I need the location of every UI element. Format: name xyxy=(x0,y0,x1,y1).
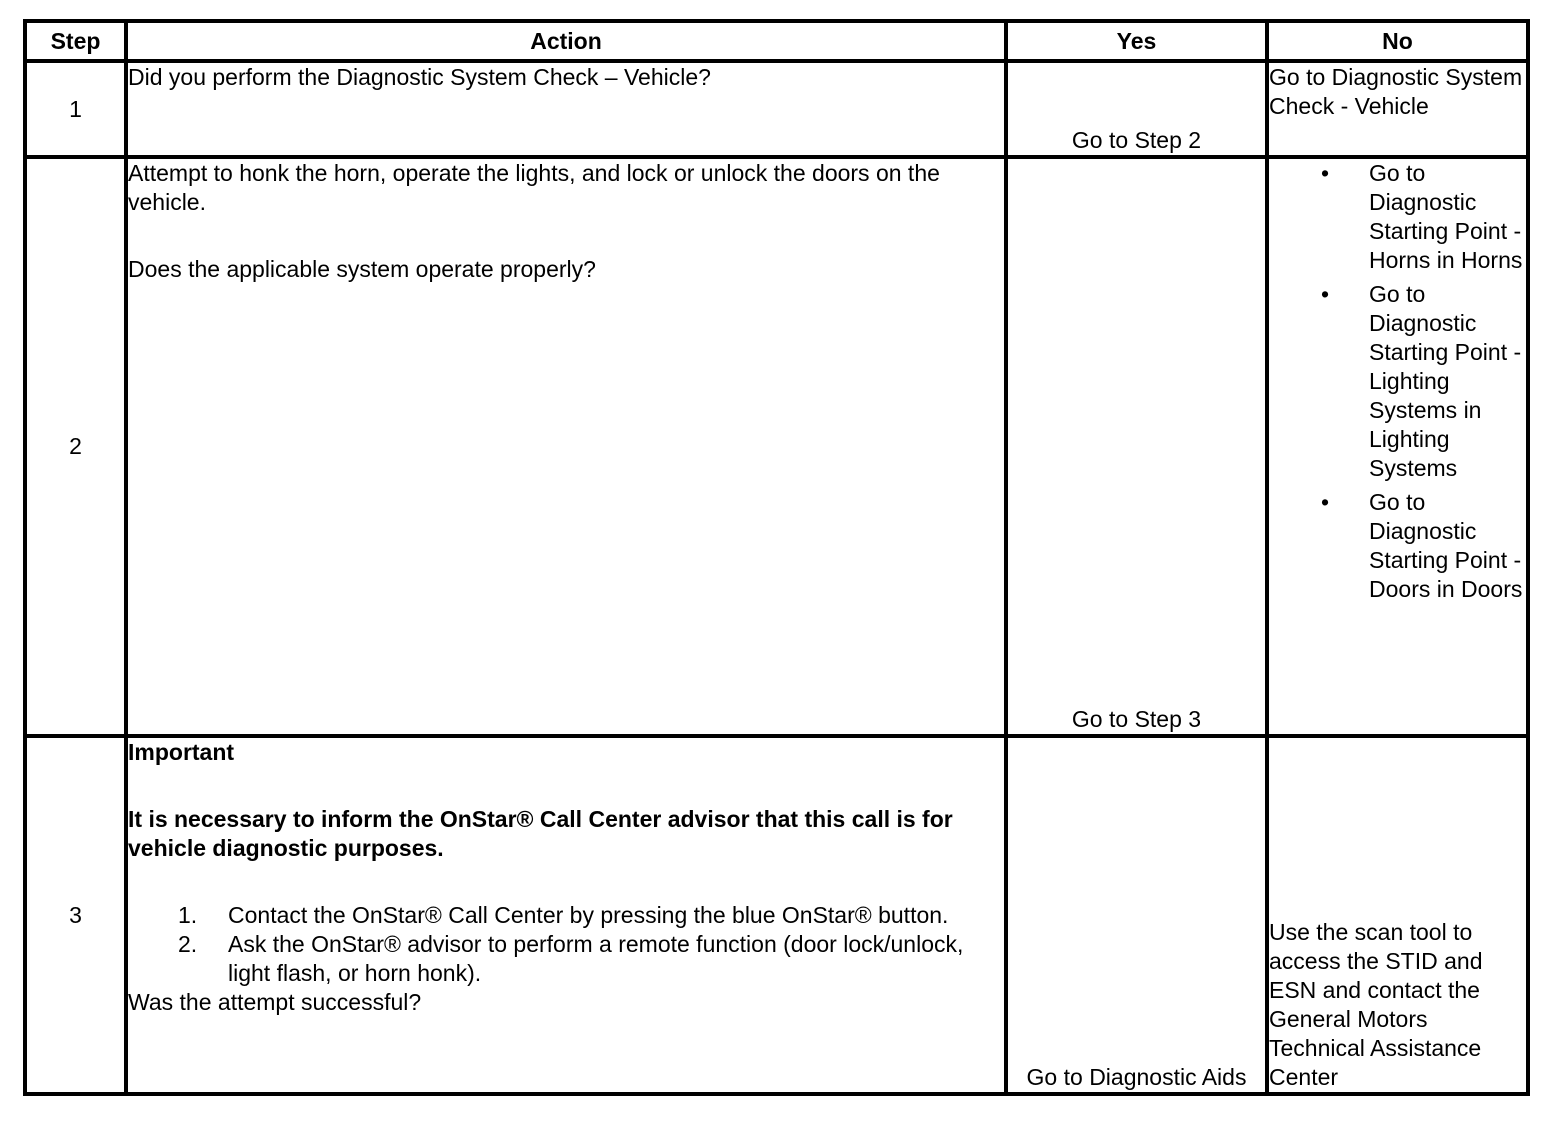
list-item xyxy=(178,930,1004,988)
table-row xyxy=(25,61,1528,157)
action-text: Attempt to honk the horn, operate the lights, and lock or unlock the doors on the vehicle. xyxy=(128,160,940,215)
list-item-text: Go to Diagnostic Starting Point - Lighting Systems in Lighting Systems xyxy=(1369,281,1522,481)
bullet-icon: • xyxy=(1321,160,1330,186)
yes-cell: Go to Step 2 xyxy=(1006,61,1267,157)
table-row xyxy=(25,157,1528,736)
bullet-icon: • xyxy=(1321,281,1330,307)
no-options-list xyxy=(1269,159,1526,604)
header-row xyxy=(25,21,1528,61)
diagnostic-table xyxy=(23,19,1530,1096)
yes-cell: Go to Step 3 xyxy=(1006,157,1267,736)
list-item xyxy=(178,901,1004,930)
important-label: Important xyxy=(128,739,235,765)
step-number: 3 xyxy=(25,736,126,1094)
action-cell xyxy=(126,61,1006,157)
action-cell xyxy=(126,157,1006,736)
bullet-icon: • xyxy=(1321,489,1330,515)
step-number: 1 xyxy=(25,61,126,157)
action-cell xyxy=(126,736,1006,1094)
list-item-text: Ask the OnStar® advisor to perform a remote function (door lock/unlock, light flash, or horn honk). xyxy=(228,931,964,986)
yes-cell: Go to Diagnostic Aids xyxy=(1006,736,1267,1094)
header-no: No xyxy=(1267,21,1528,61)
action-question: Does the applicable system operate properly? xyxy=(128,256,596,282)
procedure-steps xyxy=(128,901,1004,988)
list-item xyxy=(1321,488,1526,604)
step-index: 2. xyxy=(178,931,198,957)
step-index: 1. xyxy=(178,902,198,928)
list-item xyxy=(1321,280,1526,483)
action-question: Was the attempt successful? xyxy=(128,989,422,1015)
no-cell: Use the scan tool to access the STID and ESN and contact the General Motors Technical Assistance Center xyxy=(1267,736,1528,1094)
action-text: Did you perform the Diagnostic System Check – Vehicle? xyxy=(128,64,711,90)
important-text: It is necessary to inform the OnStar® Call Center advisor that this call is for vehicle diagnostic purposes. xyxy=(128,806,953,861)
list-item-text: Go to Diagnostic Starting Point - Doors in Doors xyxy=(1369,489,1523,602)
header-step: Step xyxy=(25,21,126,61)
list-item xyxy=(1321,159,1526,275)
header-yes: Yes xyxy=(1006,21,1267,61)
list-item-text: Contact the OnStar® Call Center by pressing the blue OnStar® button. xyxy=(228,902,949,928)
no-cell: Go to Diagnostic System Check - Vehicle xyxy=(1267,61,1528,157)
no-cell xyxy=(1267,157,1528,736)
header-action: Action xyxy=(126,21,1006,61)
step-number: 2 xyxy=(25,157,126,736)
table-row xyxy=(25,736,1528,1094)
list-item-text: Go to Diagnostic Starting Point - Horns in Horns xyxy=(1369,160,1523,273)
